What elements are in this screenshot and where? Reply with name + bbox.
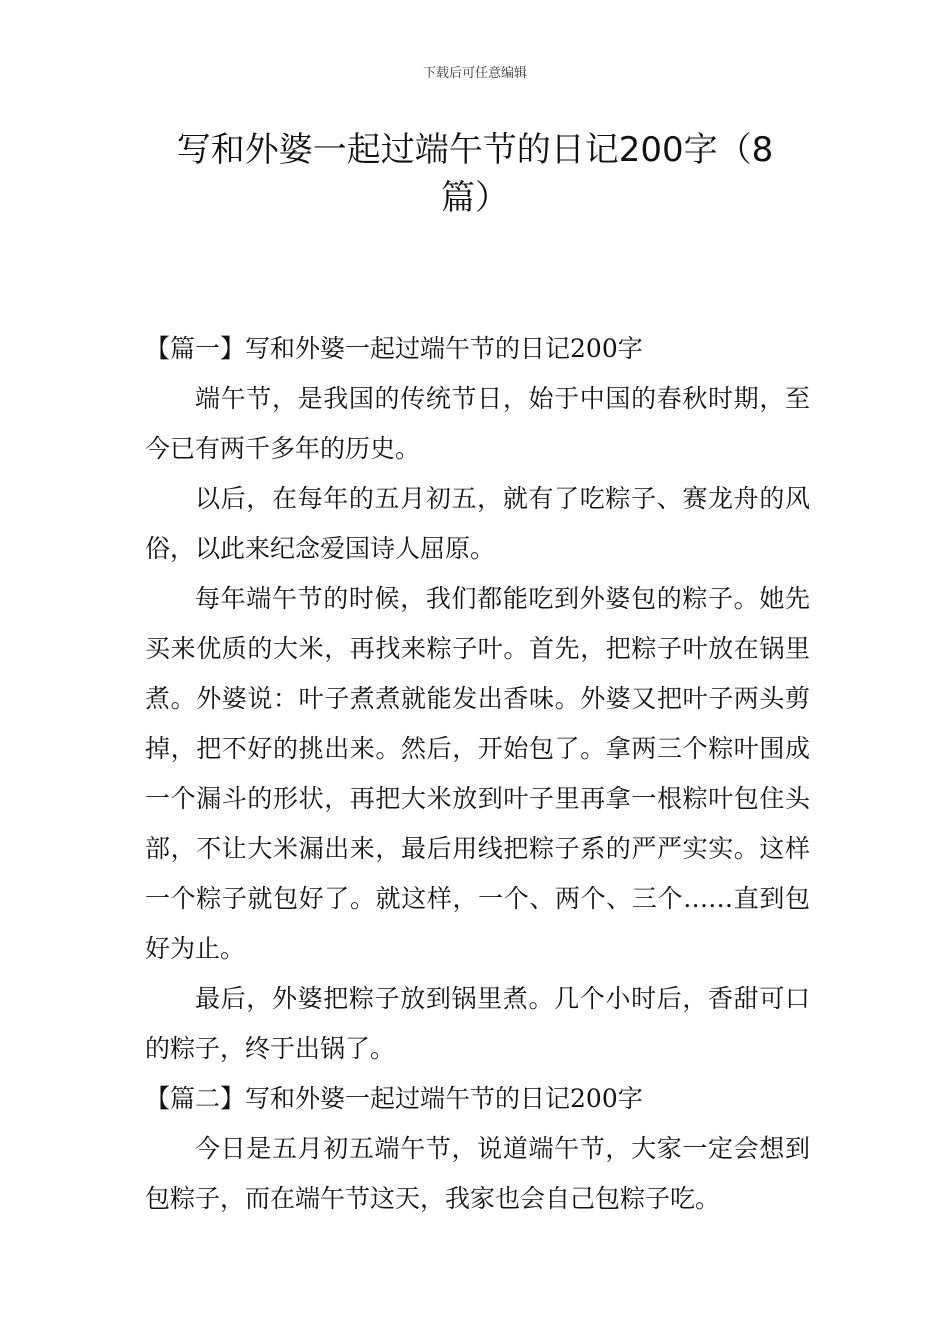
section-1-paragraph-3: 每年端午节的时候，我们都能吃到外婆包的粽子。她先买来优质的大米，再找来粽子叶。首先，把粽子叶放在锅里煮。外婆说：叶子煮煮就能发出香味。外婆又把叶子两头剪掉，把不好的挑出来。然后，开始包了。拿两三个粽叶围成一个漏斗的形状，再把大米放到叶子里再拿一根粽叶包住头部，不让大米漏出来，最后用线把粽子系的严严实实。这样一个粽子就包好了。就这样，一个、两个、三个……直到包好为止。 xyxy=(145,584,810,963)
section-1-paragraph-1: 端午节，是我国的传统节日，始于中国的春秋时期，至今已有两千多年的历史。 xyxy=(145,384,810,463)
section-1-paragraph-2: 以后，在每年的五月初五，就有了吃粽子、赛龙舟的风俗，以此来纪念爱国诗人屈原。 xyxy=(145,484,810,563)
section-1-heading: 【篇一】写和外婆一起过端午节的日记200字 xyxy=(145,334,643,363)
document-body xyxy=(145,324,810,1224)
document-title-line-2: 篇） xyxy=(441,178,509,218)
section-2-heading: 【篇二】写和外婆一起过端午节的日记200字 xyxy=(145,1084,643,1113)
document-title xyxy=(140,126,810,222)
document-title-line-1: 写和外婆一起过端午节的日记200字（8 xyxy=(176,130,774,170)
section-1-paragraph-4: 最后，外婆把粽子放到锅里煮。几个小时后，香甜可口的粽子，终于出锅了。 xyxy=(145,984,810,1063)
section-2-paragraph-1: 今日是五月初五端午节，说道端午节，大家一定会想到包粽子，而在端午节这天，我家也会自己包粽子吃。 xyxy=(145,1134,810,1213)
header-note: 下载后可任意编辑 xyxy=(422,66,527,81)
